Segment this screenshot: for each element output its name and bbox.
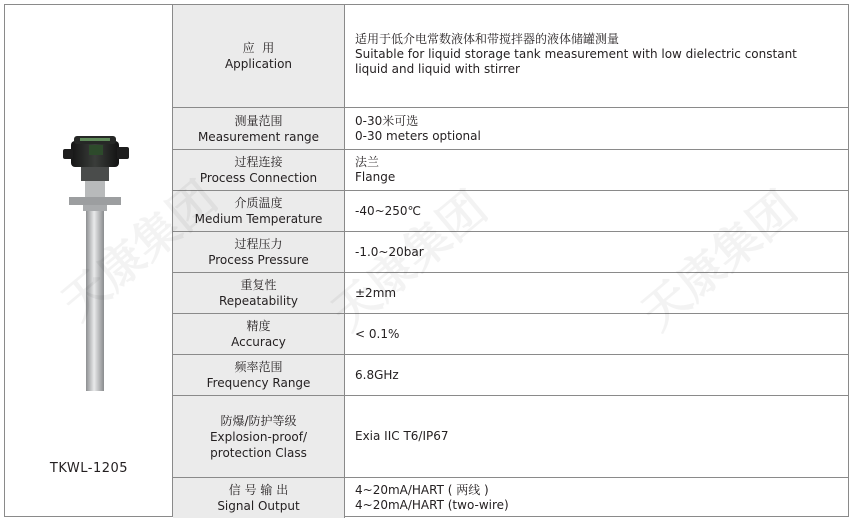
value-line: < 0.1% [355,326,400,341]
spec-value [345,396,848,477]
label-zh: 防爆/防护等级 [220,413,297,428]
spec-value [345,314,848,354]
product-model: TKWL-1205 [49,461,129,476]
value-line: 适用于低介电常数液体和带搅拌器的液体储罐测量 [355,32,620,46]
spec-value [345,5,848,107]
spec-value [345,150,848,190]
value-line: 0-30米可选 [355,113,419,128]
spec-value [345,191,848,231]
product-column [5,5,173,516]
spec-row-repeatability [173,273,848,314]
label-zh: 测量范围 [234,113,283,128]
spec-row-accuracy [173,314,848,355]
label-zh: 过程压力 [234,237,283,251]
label-en: Accuracy [231,335,286,349]
value-line: -40~250℃ [355,203,422,218]
label-zh: 重复性 [240,278,277,292]
spec-label [173,355,345,395]
label-zh: 应 用 [242,41,275,55]
spec-row-frequency-range [173,355,848,396]
value-line: Exia IIC T6/IP67 [355,429,449,443]
label-zh: 信 号 输 出 [228,483,289,497]
spec-table [173,5,848,516]
value-line: ±2mm [355,285,397,300]
spec-row-explosion-proof [173,396,848,478]
value-line: 0-30 meters optional [355,128,481,143]
spec-row-process-connection [173,150,848,191]
value-line: -1.0~20bar [355,244,424,259]
spec-label [173,150,345,190]
spec-row-measurement-range [173,108,848,150]
label-zh: 精度 [246,319,271,333]
spec-row-signal-output [173,478,848,518]
value-line: Suitable for liquid storage tank measurement with low dielectric constant [355,47,797,61]
spec-label [173,232,345,272]
label-zh: 介质温度 [234,196,283,210]
spec-value [345,273,848,313]
radar-level-transmitter-image [55,133,135,393]
label-en: Explosion-proof/ protection Class [209,429,308,460]
spec-row-process-pressure [173,232,848,273]
value-line: 法兰 [355,155,380,169]
label-zh: 频率范围 [234,360,283,374]
spec-value [345,355,848,395]
label-zh: 过程连接 [234,155,283,169]
spec-label [173,478,345,518]
value-line: liquid and liquid with stirrer [355,62,520,76]
spec-sheet [4,4,849,517]
label-en: Measurement range [197,129,320,144]
label-en: Medium Temperature [194,212,323,226]
value-line: Flange [355,170,396,184]
label-en: Repeatability [218,294,299,308]
spec-value [345,232,848,272]
spec-label [173,273,345,313]
label-en: Process Pressure [208,253,309,267]
label-en: Process Connection [199,171,318,185]
label-en: Frequency Range [206,376,311,390]
spec-row-application [173,5,848,108]
spec-label [173,396,345,477]
spec-label [173,314,345,354]
spec-value [345,478,848,518]
label-en: Application [224,57,293,71]
spec-row-medium-temperature [173,191,848,232]
value-line: 4~20mA/HART (two-wire) [355,498,509,512]
spec-value [345,108,848,149]
spec-label [173,5,345,107]
spec-label [173,108,345,149]
value-line: 4~20mA/HART ( 两线 ) [355,483,489,497]
label-en: Signal Output [217,499,300,513]
value-line: 6.8GHz [355,367,399,382]
spec-label [173,191,345,231]
